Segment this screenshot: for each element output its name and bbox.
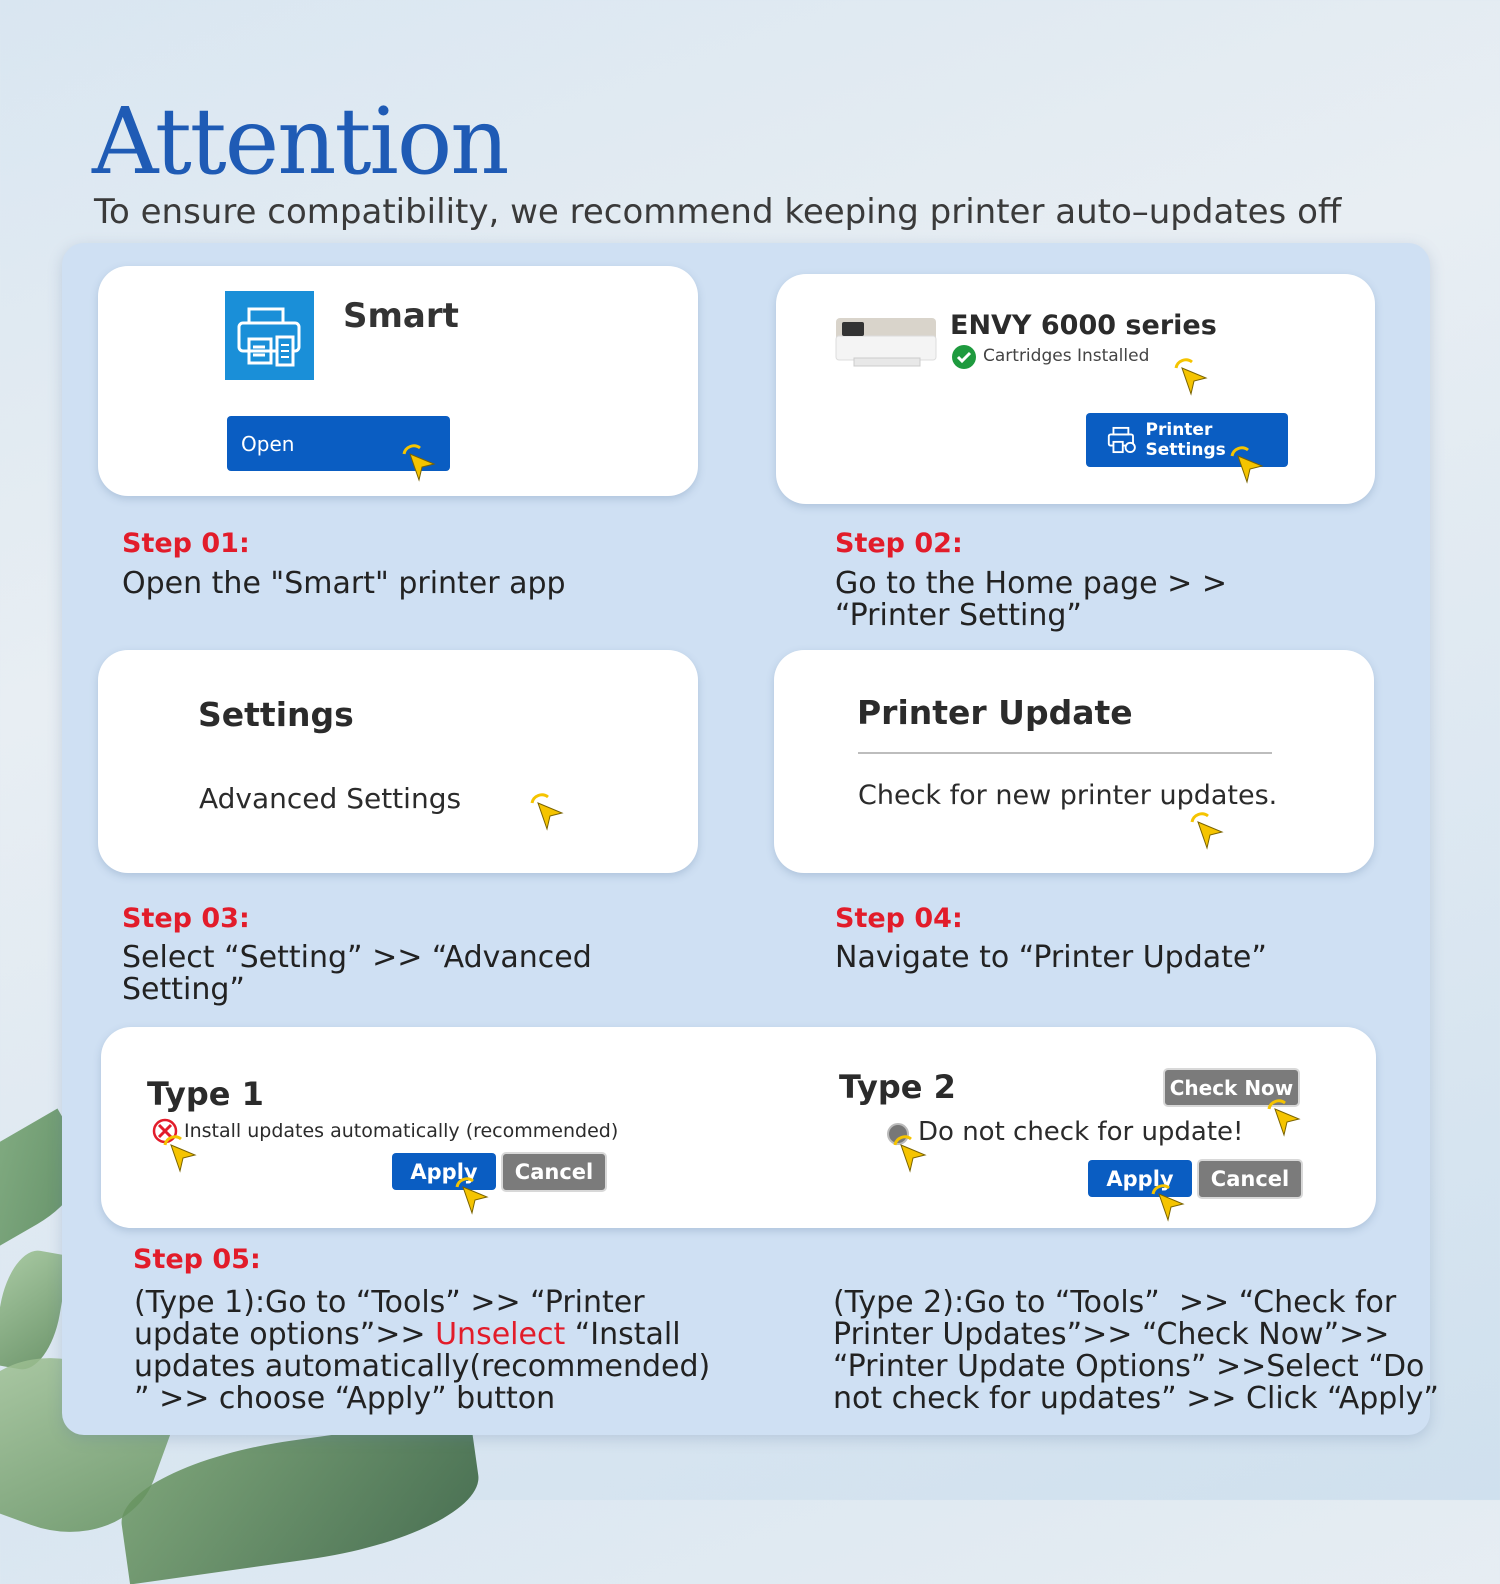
step-05-title: Step 05: <box>133 1244 261 1275</box>
step-04-title: Step 04: <box>835 903 963 934</box>
cursor-icon <box>528 793 566 831</box>
step-05-type2-line3: “Printer Update Options” >>Select “Do <box>833 1349 1425 1384</box>
step-05-type1-line3: updates automatically(recommended) <box>134 1349 711 1384</box>
cartridge-status: Cartridges Installed <box>983 346 1150 366</box>
app-name: Smart <box>343 296 459 336</box>
printer-image <box>834 314 938 370</box>
cursor-icon <box>1188 812 1226 850</box>
unselect-highlight: Unselect <box>435 1317 566 1352</box>
step-03-title: Step 03: <box>122 903 250 934</box>
step-04-text: Navigate to “Printer Update” <box>835 940 1267 975</box>
step-02-text-line2: “Printer Setting” <box>835 598 1082 633</box>
type1-heading: Type 1 <box>147 1075 264 1113</box>
type1-option-label: Install updates automatically (recommended) <box>184 1120 619 1142</box>
step-05-type1-line1: (Type 1):Go to “Tools” >> “Printer <box>134 1285 645 1320</box>
cursor-icon <box>400 444 438 482</box>
printer-name: ENVY 6000 series <box>950 310 1217 341</box>
cursor-icon <box>453 1177 491 1215</box>
type1-cancel-button[interactable] <box>501 1152 607 1192</box>
type2-cancel-button[interactable] <box>1197 1159 1303 1199</box>
cursor-icon <box>891 1135 929 1173</box>
cancel-label: Cancel <box>514 1160 594 1184</box>
cancel-label: Cancel <box>1210 1167 1290 1191</box>
step-05-type1-line4: ” >> choose “Apply” button <box>134 1381 556 1416</box>
advanced-settings-item[interactable]: Advanced Settings <box>199 782 462 815</box>
page-subtitle: To ensure compatibility, we recommend keeping printer auto–updates off <box>94 192 1342 232</box>
apply-label: Apply <box>1106 1166 1174 1191</box>
leaf-decoration <box>0 1246 70 1375</box>
cursor-icon <box>1265 1099 1303 1137</box>
printer-update-heading: Printer Update <box>857 693 1133 732</box>
check-now-label: Check Now <box>1169 1075 1294 1100</box>
page-title: Attention <box>92 88 508 195</box>
cursor-icon <box>1149 1184 1187 1222</box>
type2-option-label: Do not check for update! <box>918 1117 1244 1147</box>
step-05-type1-line2-b: “Install <box>565 1317 681 1352</box>
printer-home-card <box>776 274 1375 504</box>
step-03-text-line2: Setting” <box>122 972 245 1007</box>
step-05-type1-line2-a: update options”>> <box>134 1317 436 1352</box>
step-05-type2-line2: Printer Updates”>> “Check Now”>> <box>833 1317 1390 1352</box>
smart-app-card <box>98 266 698 496</box>
apply-label: Apply <box>410 1159 478 1184</box>
cursor-icon <box>1228 446 1266 484</box>
step-03-text-line1: Select “Setting” >> “Advanced <box>122 940 592 975</box>
printer-app-icon[interactable] <box>225 291 314 380</box>
printer-update-card <box>774 650 1374 873</box>
settings-card <box>98 650 698 873</box>
step-05-type1-line2 <box>134 1319 681 1351</box>
open-button-label: Open <box>241 431 295 456</box>
step-05-type2-line4: not check for updates” >> Click “Apply” <box>833 1381 1439 1416</box>
printer-settings-label: Printer Settings <box>1145 420 1226 460</box>
cursor-icon <box>1172 358 1210 396</box>
printer-settings-icon <box>1106 423 1140 457</box>
divider <box>858 752 1272 754</box>
update-options-card <box>101 1027 1376 1228</box>
step-05-type2-line1: (Type 2):Go to “Tools” >> “Check for <box>833 1285 1397 1320</box>
check-circle-icon <box>952 345 976 369</box>
step-01-text: Open the "Smart" printer app <box>122 566 566 601</box>
step-02-title: Step 02: <box>835 528 963 559</box>
check-updates-item[interactable]: Check for new printer updates. <box>858 780 1278 811</box>
cursor-icon <box>161 1135 199 1173</box>
step-02-text-line1: Go to the Home page > > <box>835 566 1227 601</box>
step-01-title: Step 01: <box>122 528 250 559</box>
type2-heading: Type 2 <box>839 1068 956 1106</box>
settings-heading: Settings <box>198 695 354 734</box>
